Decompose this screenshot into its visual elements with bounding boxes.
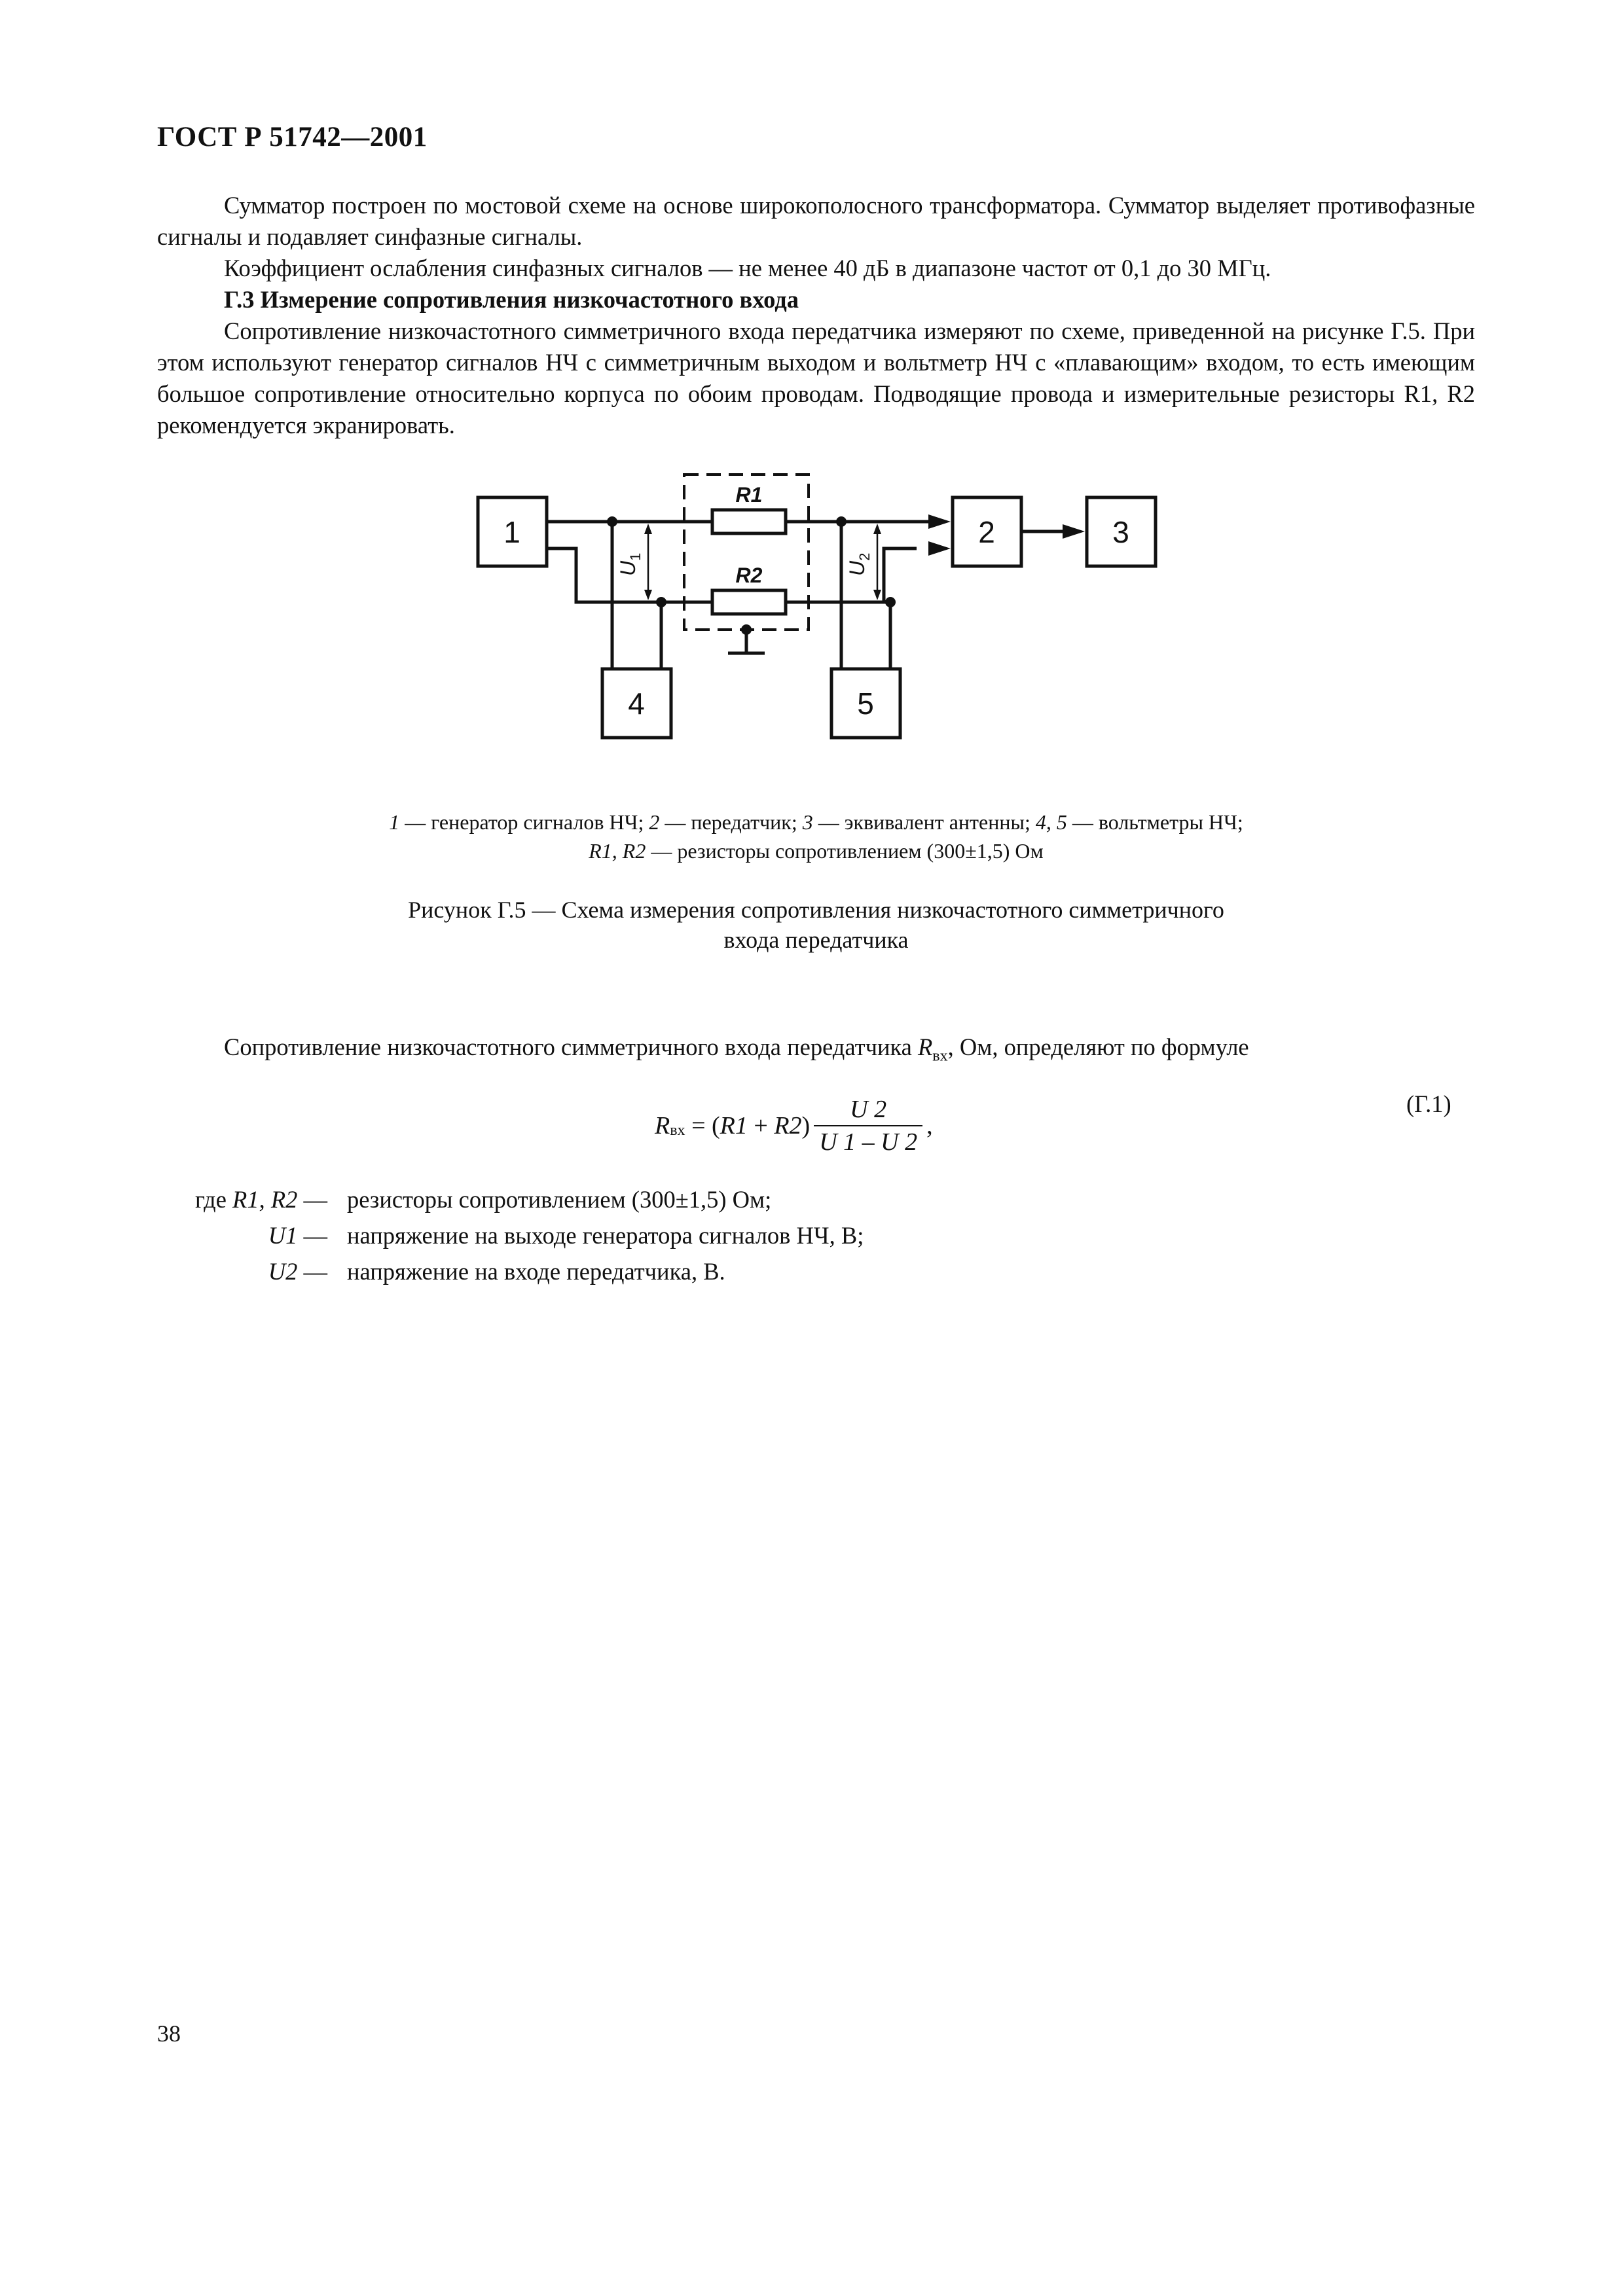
formula-intro: Сопротивление низкочастотного симметричного входа передатчика $R_{вх}$, Ом, определяют по формуле [224,1033,1249,1065]
arrow-to-block-3 [1063,524,1085,539]
paragraph-adder: Сумматор построен по мостовой схеме на основе широкополосного трансформатора. Сумматор выделяет противофазные сигналы и подавляет синфазные сигналы. [157,192,1475,250]
section-heading: Г.3 Измерение сопротивления низкочастотного входа [224,286,799,313]
block-5-label: 5 [857,687,874,721]
arrow-to-block-2-lower [928,541,951,556]
symbols-list [157,1181,864,1289]
formula-number: (Г.1) [1406,1090,1451,1117]
block-3-label: 3 [1112,515,1129,549]
u2-label: $U_2$ [845,552,873,576]
body-text [157,190,1475,441]
figure-title: Рисунок Г.5 — Схема измерения сопротивления низкочастотного симметричного входа передатчика [408,897,1224,953]
formula-fraction: $\frac{U 2}{U 1 - U 2}$ [814,1095,922,1157]
formula-g1: R вх = ( R1 + R2 ) $\frac{U 2}{U 1 - U 2}$ , [655,1096,933,1156]
figure-legend: 1 — генератор сигналов НЧ; 2 — передатчик; 3 — эквивалент антенны; 4, 5 — вольтметры НЧ; R1, R2 — резисторы сопротивлением (300±1,5) Ом [389,810,1243,863]
circuit-diagram [458,452,1178,753]
arrow-to-block-2 [928,514,951,529]
u1-label: $U_1$ [616,552,644,576]
block-4-label: 4 [628,687,645,721]
symbol-row: U1 — напряжение на выходе генератора сигналов НЧ, В; [268,1222,864,1249]
block-1-label: 1 [503,515,520,549]
symbol-row: U2 — напряжение на входе передатчика, В. [268,1258,725,1285]
r2-label: R2 [735,564,763,587]
resistor-r1 [712,510,786,533]
r1-label: R1 [735,483,763,507]
block-2-label: 2 [978,515,995,549]
page-number: 38 [157,2020,181,2047]
resistor-r2 [712,590,786,614]
symbol-row: где R1, R2 — резисторы сопротивлением (300±1,5) Ом; [194,1186,772,1213]
document-header: ГОСТ Р 51742—2001 [157,122,428,152]
paragraph-coefficient: Коэффициент ослабления синфазных сигналов — не менее 40 дБ в диапазоне частот от 0,1 до 30 МГц. [224,255,1271,281]
paragraph-measurement: Сопротивление низкочастотного симметричного входа передатчика измеряют по схеме, приведенной на рисунке Г.5. При этом используют генератор сигналов НЧ с симметричным выходом и вольтметр НЧ с «плавающим» входом, то есть имеющим большое сопротивление относительно корпуса по обоим проводам. Подводящие провода и измерительные резисторы R1, R2 рекомендуется экранировать. [157,317,1475,439]
